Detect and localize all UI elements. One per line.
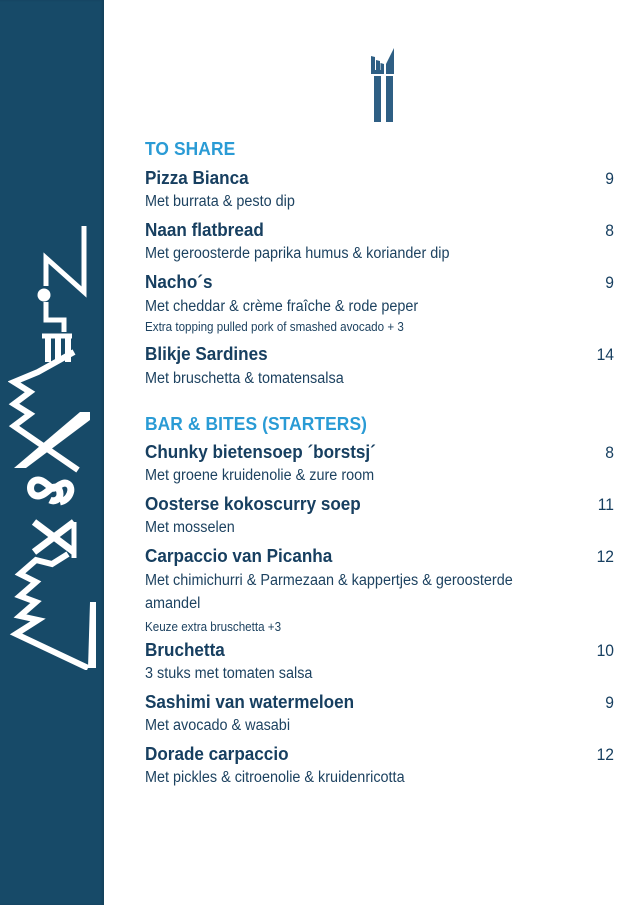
- menu-item-description: Met chimichurri & Parmezaan & kappertjes & geroosterde: [145, 572, 513, 589]
- menu-item-description: 3 stuks met tomaten salsa: [145, 665, 313, 682]
- menu-item-description: Met cheddar & crème fraîche & rode peper: [145, 298, 419, 315]
- menu-item-extra: Keuze extra bruschetta +3: [145, 620, 282, 634]
- menu-item-name: Blikje Sardines: [145, 344, 268, 364]
- menu-item-name: Oosterse kokoscurry soep: [145, 494, 361, 514]
- menu-item-name: Nacho´s: [145, 272, 213, 292]
- menu-item-name: Carpaccio van Picanha: [145, 546, 333, 566]
- menu-item-extra: Extra topping pulled pork of smashed avocado + 3: [145, 320, 404, 334]
- menu-item-price: 9: [605, 273, 614, 292]
- menu-item-description: Met bruschetta & tomatensalsa: [145, 370, 344, 387]
- cutlery-icon: [368, 46, 396, 122]
- section-title-to-share: TO SHARE: [145, 138, 236, 159]
- menu-item-description: Met pickles & citroenolie & kruidenricotta: [145, 769, 405, 786]
- menu-item-name: Pizza Bianca: [145, 168, 249, 188]
- menu-item-price: 12: [596, 745, 614, 764]
- menu-item-price: 14: [596, 345, 614, 364]
- menu-item-name: Naan flatbread: [145, 220, 264, 240]
- menu-item-description-line2: amandel: [145, 595, 201, 612]
- menu-item-price: 10: [596, 641, 614, 660]
- brand-sidebar: [0, 0, 104, 905]
- mix-and-merz-logo: [8, 222, 98, 670]
- menu-item-name: Dorade carpaccio: [145, 744, 289, 764]
- menu-item-description: Met avocado & wasabi: [145, 717, 291, 734]
- menu-item-description: Met geroosterde paprika humus & koriander dip: [145, 245, 450, 262]
- menu-item-description: Met burrata & pesto dip: [145, 193, 295, 210]
- menu-item-price: 9: [605, 693, 614, 712]
- menu-item-name: Chunky bietensoep ´borstsj´: [145, 442, 376, 462]
- menu-item-price: 8: [605, 443, 614, 462]
- menu-item-name: Bruchetta: [145, 640, 225, 660]
- menu-item-price: 8: [605, 221, 614, 240]
- section-title-bar-and-bites: BAR & BITES (STARTERS): [145, 413, 368, 434]
- menu-item-price: 9: [605, 169, 614, 188]
- menu-item-price: 11: [597, 495, 614, 514]
- menu-item-description: Met mosselen: [145, 519, 235, 536]
- menu-item-price: 12: [596, 547, 614, 566]
- menu-item-description: Met groene kruidenolie & zure room: [145, 467, 375, 484]
- menu-item-name: Sashimi van watermeloen: [145, 692, 355, 712]
